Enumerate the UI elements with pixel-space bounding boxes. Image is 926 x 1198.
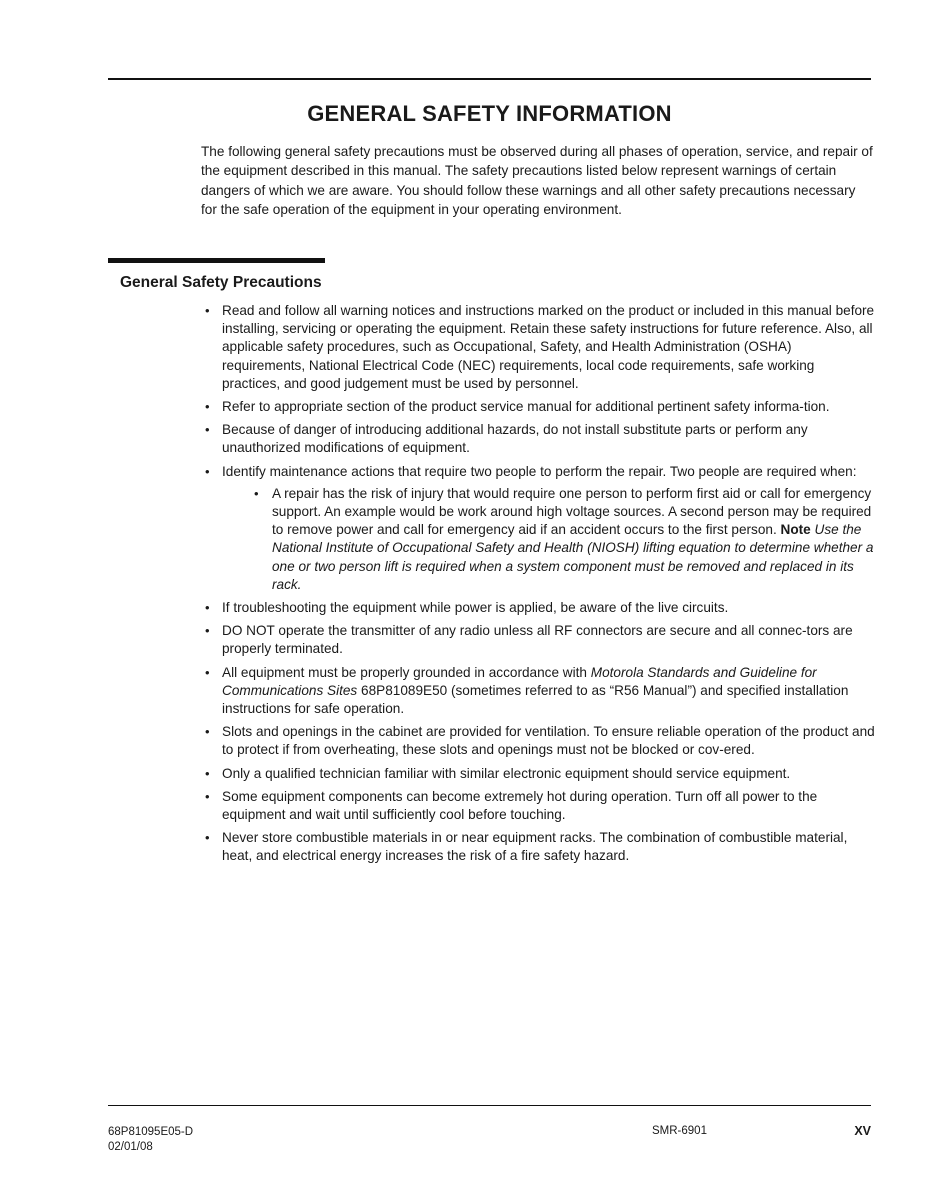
top-rule (108, 78, 871, 80)
doc-number: 68P81095E05-D (108, 1126, 194, 1138)
section-bar (108, 258, 325, 263)
list-item: • If troubleshooting the equipment while power is applied, be aware of the live circuits. (205, 599, 875, 617)
doc-date: 02/01/08 (108, 1141, 153, 1153)
precautions-list (205, 302, 875, 871)
list-item: • Only a qualified technician familiar with similar electronic equipment should service equipment. (205, 765, 875, 783)
page-number: XV (854, 1124, 871, 1138)
bottom-rule (108, 1105, 871, 1106)
page-title: GENERAL SAFETY INFORMATION (307, 101, 672, 126)
footer-left (108, 1125, 193, 1155)
list-item: • Slots and openings in the cabinet are provided for ventilation. To ensure reliable operation of the product and to protect if from overheating, these slots and openings must not be blocked or cov-ered. (205, 723, 875, 759)
list-item: • Some equipment components can become extremely hot during operation. Turn off all power to the equipment and wait until sufficiently cool before touching. (205, 788, 875, 824)
section-heading: General Safety Precautions (120, 274, 322, 291)
footer-model: SMR-6901 (652, 1125, 707, 1137)
list-item: • Refer to appropriate section of the product service manual for additional pertinent safety informa-tion. (205, 398, 875, 416)
intro-paragraph: The following general safety precautions must be observed during all phases of operation, service, and repair of the equipment described in this manual. The safety precautions listed below represent warnings of certain dangers of which we are aware. You should follow these warnings and all other safety precautions necessary for the safe operation of the equipment in your operating environment. (201, 144, 873, 217)
note-text: Use the National Institute of Occupational Safety and Health (NIOSH) lifting equation to determine whether a one or two person lift is required when a system component must be removed and replaced in its rack. (272, 522, 874, 592)
sub-list (222, 485, 875, 594)
list-item: • All equipment must be properly grounded in accordance with Motorola Standards and Guideline for Communications Sites 68P81089E50 (sometimes referred to as “R56 Manual”) and specified installation instructions for safe operation. (205, 664, 875, 719)
sub-list-item: • A repair has the risk of injury that would require one person to perform first aid or call for emergency support. An example would be work around high voltage sources. A second person may be required to remove power and call for emergency aid if an accident occurs to the first person. Note Use the National Institute of Occupational Safety and Health (NIOSH) lifting equation to determine whether a one or two person lift is required when a system component must be removed and replaced in its rack. (254, 485, 875, 594)
list-item: • Because of danger of introducing additional hazards, do not install substitute parts or perform any unauthorized modifications of equipment. (205, 421, 875, 457)
list-item: • DO NOT operate the transmitter of any radio unless all RF connectors are secure and all connec-tors are properly terminated. (205, 622, 875, 658)
standards-reference: Motorola Standards and Guideline for Communications Sites (222, 664, 817, 698)
list-item: • Identify maintenance actions that require two people to perform the repair. Two people are required when: • A repair has the risk of injury that would require one person to perform first aid or call for emergency support. An example would be work around high voltage sources. A second person may be required to remove power and call for emergency aid if an accident occurs to the first person. Note Use the National Institute of Occupational Safety and Health (NIOSH) lifting equation to determine whether a one or two person lift is required when a system component must be removed and replaced in its rack. (205, 463, 875, 594)
list-item: • Never store combustible materials in or near equipment racks. The combination of combustible material, heat, and electrical energy increases the risk of a fire safety hazard. (205, 829, 875, 865)
list-item: • Read and follow all warning notices and instructions marked on the product or included in this manual before installing, servicing or operating the equipment. Retain these safety instructions for future reference. Also, all applicable safety procedures, such as Occupational, Safety, and Health Administration (OSHA) requirements, National Electrical Code (NEC) requirements, local code requirements, safe working practices, and good judgement must be used by personnel. (205, 302, 875, 393)
note-label: Note (780, 522, 811, 538)
